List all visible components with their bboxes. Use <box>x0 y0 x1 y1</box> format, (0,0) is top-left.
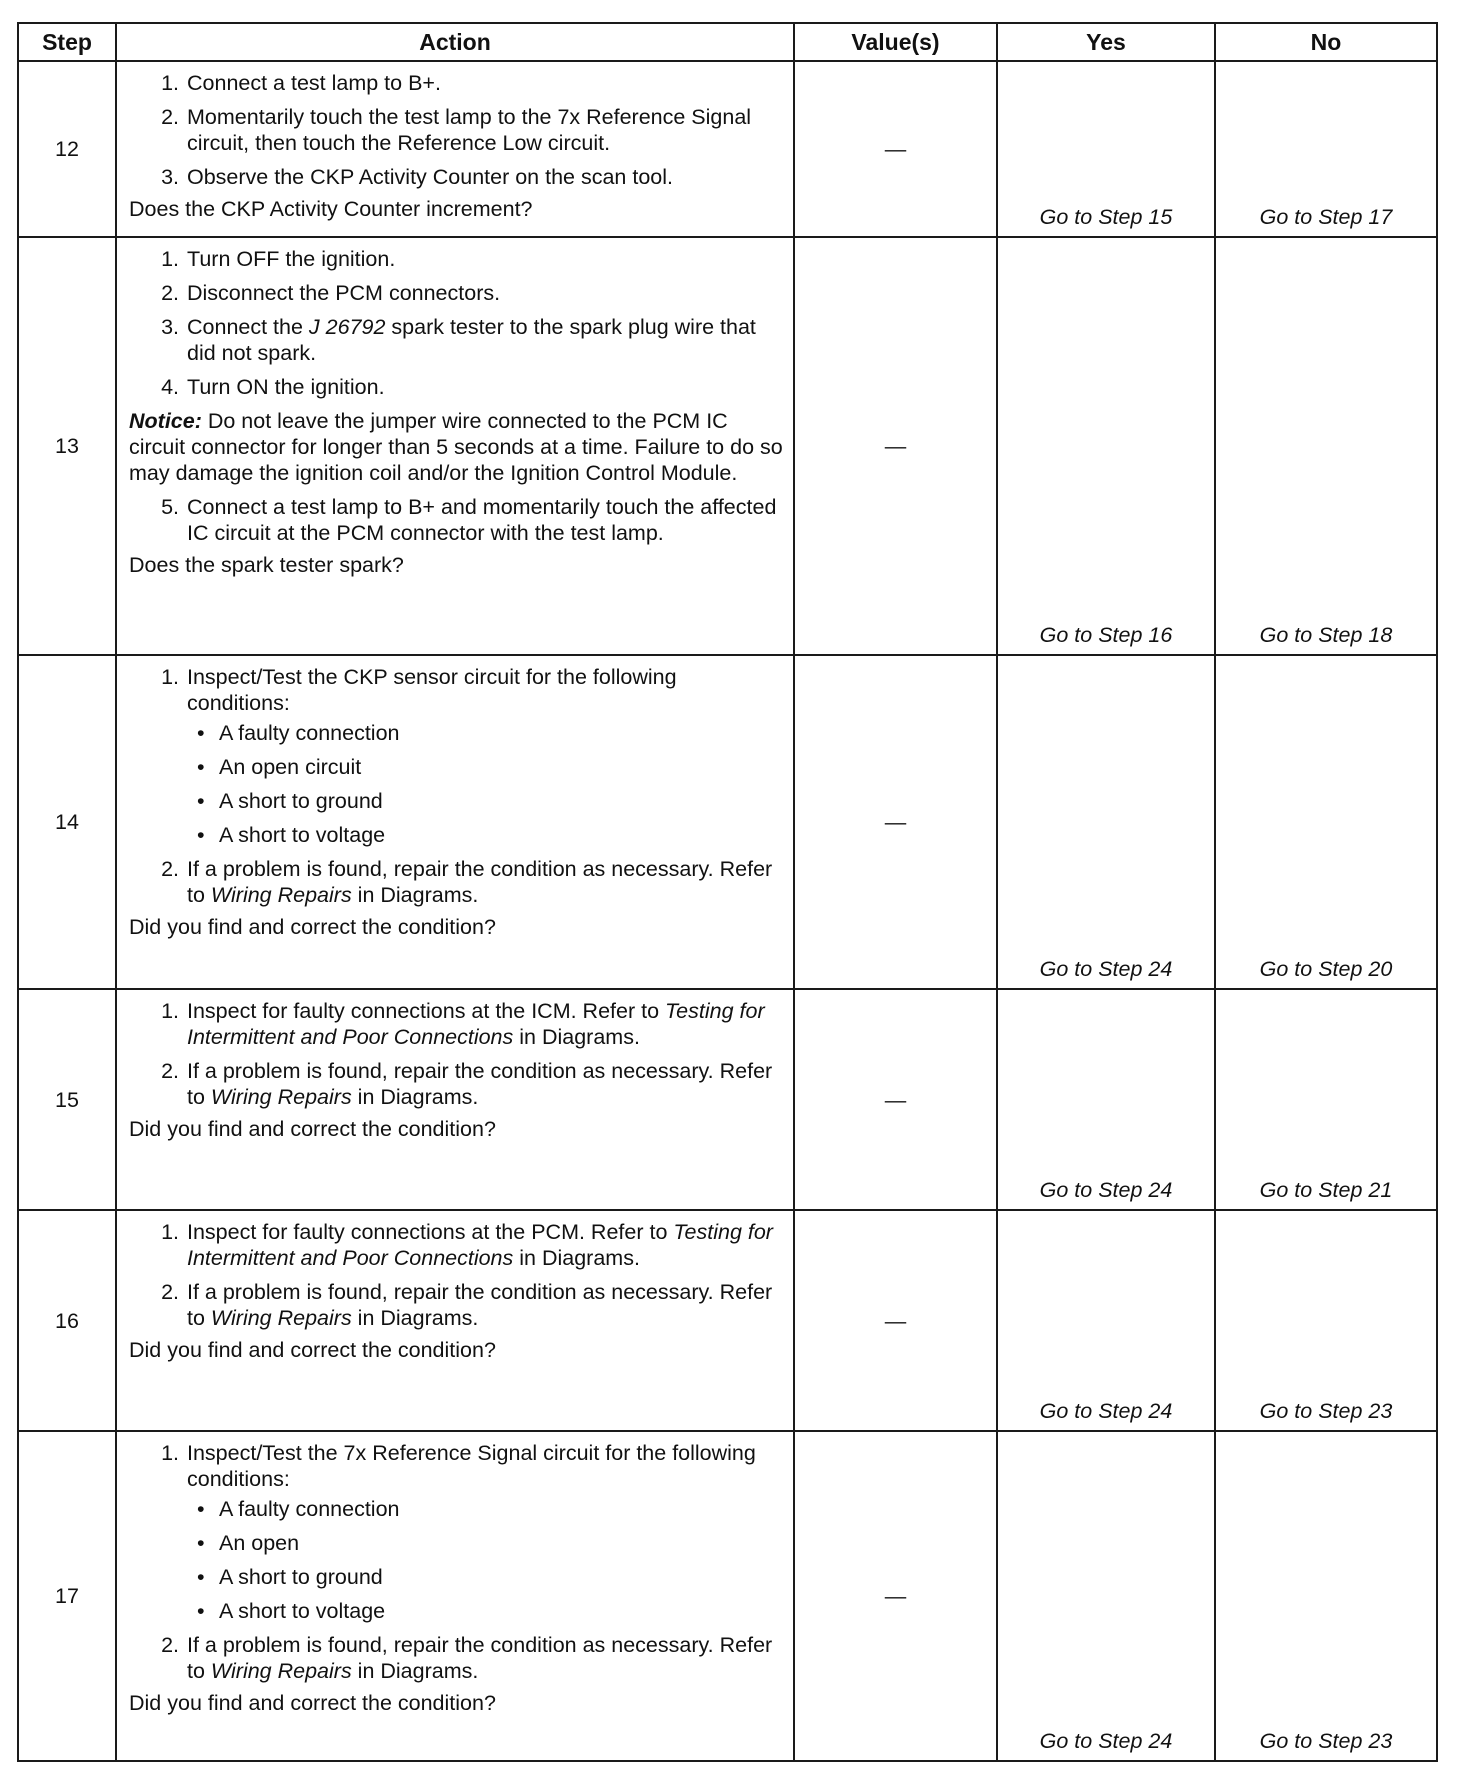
action-cell <box>116 989 794 1210</box>
action-item: 1. Connect a test lamp to B+. <box>185 70 783 96</box>
action-item: 2. Momentarily touch the test lamp to the 7x Reference Signal circuit, then touch the Reference Low circuit. <box>185 104 783 156</box>
question: Did you find and correct the condition? <box>129 1117 496 1141</box>
action-item: 1. Inspect for faulty connections at the PCM. Refer to Testing for Intermittent and Poor Connections in Diagrams. <box>185 1219 783 1271</box>
action-item: 1. Inspect for faulty connections at the ICM. Refer to Testing for Intermittent and Poor Connections in Diagrams. <box>185 998 783 1050</box>
notice <box>129 408 783 486</box>
action-item: 5. Connect a test lamp to B+ and momentarily touch the affected IC circuit at the PCM connector with the test lamp. <box>185 494 783 546</box>
yes-link: Go to Step 24 <box>997 1431 1215 1761</box>
doc-reference: Wiring Repairs <box>210 1306 352 1330</box>
list-item: • An open <box>217 1530 783 1556</box>
action-list <box>129 246 783 406</box>
doc-reference: Wiring Repairs <box>210 1659 352 1683</box>
list-item: • An open circuit <box>217 754 783 780</box>
condition-list <box>187 720 783 848</box>
header-yes: Yes <box>997 23 1215 61</box>
action-item: 1. Turn OFF the ignition. <box>185 246 783 272</box>
tool-reference: J 26792 <box>308 315 386 339</box>
action-item: 4. Turn ON the ignition. <box>185 374 783 400</box>
no-link: Go to Step 17 <box>1215 61 1437 237</box>
action-list <box>129 1440 783 1690</box>
header-row <box>18 23 1437 61</box>
value-cell: — <box>794 989 997 1210</box>
table-row <box>18 655 1437 989</box>
table-row <box>18 1210 1437 1431</box>
action-item: 3. Connect the J 26792 spark tester to the spark plug wire that did not spark. <box>185 314 783 366</box>
no-link: Go to Step 23 <box>1215 1210 1437 1431</box>
question: Does the spark tester spark? <box>129 553 404 577</box>
question: Does the CKP Activity Counter increment? <box>129 197 533 221</box>
table-row <box>18 237 1437 655</box>
table-row <box>18 1431 1437 1761</box>
action-cell <box>116 655 794 989</box>
header-values: Value(s) <box>794 23 997 61</box>
yes-link: Go to Step 24 <box>997 655 1215 989</box>
action-item: 2. If a problem is found, repair the condition as necessary. Refer to Wiring Repairs in Diagrams. <box>185 1632 783 1684</box>
step-number: 12 <box>18 61 116 237</box>
list-item: • A short to ground <box>217 1564 783 1590</box>
action-item: 1. Inspect/Test the CKP sensor circuit for the following conditions: • A faulty connection • An open circuit • A short to ground • A short to voltage <box>185 664 783 848</box>
list-item: • A short to voltage <box>217 1598 783 1624</box>
action-cell <box>116 61 794 237</box>
table-row <box>18 989 1437 1210</box>
value-cell: — <box>794 655 997 989</box>
doc-reference: Testing for Intermittent and Poor Connections <box>187 1220 773 1270</box>
no-link: Go to Step 23 <box>1215 1431 1437 1761</box>
yes-link: Go to Step 16 <box>997 237 1215 655</box>
action-list <box>129 664 783 914</box>
doc-reference: Testing for Intermittent and Poor Connections <box>187 999 765 1049</box>
step-number: 17 <box>18 1431 116 1761</box>
question: Did you find and correct the condition? <box>129 1338 496 1362</box>
notice-text: Do not leave the jumper wire connected to the PCM IC circuit connector for longer than 5 seconds at a time. Failure to do so may damage the ignition coil and/or the Ignition Control Module. <box>129 409 783 485</box>
question: Did you find and correct the condition? <box>129 1691 496 1715</box>
header-action: Action <box>116 23 794 61</box>
diagnostic-table <box>17 22 1438 1762</box>
header-step: Step <box>18 23 116 61</box>
doc-reference: Wiring Repairs <box>210 883 352 907</box>
doc-reference: Wiring Repairs <box>210 1085 352 1109</box>
step-number: 14 <box>18 655 116 989</box>
action-list <box>129 70 783 196</box>
value-cell: — <box>794 1431 997 1761</box>
list-item: • A short to voltage <box>217 822 783 848</box>
no-link: Go to Step 20 <box>1215 655 1437 989</box>
yes-link: Go to Step 24 <box>997 1210 1215 1431</box>
condition-list <box>187 1496 783 1624</box>
action-list <box>129 1219 783 1337</box>
notice-label: Notice: <box>129 409 202 433</box>
list-item: • A faulty connection <box>217 1496 783 1522</box>
value-cell: — <box>794 1210 997 1431</box>
value-cell: — <box>794 237 997 655</box>
step-number: 15 <box>18 989 116 1210</box>
list-item: • A short to ground <box>217 788 783 814</box>
action-cell <box>116 1431 794 1761</box>
step-number: 13 <box>18 237 116 655</box>
table-row <box>18 61 1437 237</box>
value-cell: — <box>794 61 997 237</box>
no-link: Go to Step 21 <box>1215 989 1437 1210</box>
action-item: 2. If a problem is found, repair the condition as necessary. Refer to Wiring Repairs in Diagrams. <box>185 1279 783 1331</box>
action-item: 2. If a problem is found, repair the condition as necessary. Refer to Wiring Repairs in Diagrams. <box>185 1058 783 1110</box>
yes-link: Go to Step 15 <box>997 61 1215 237</box>
action-list <box>129 494 783 552</box>
action-item: 2. Disconnect the PCM connectors. <box>185 280 783 306</box>
action-item: 2. If a problem is found, repair the condition as necessary. Refer to Wiring Repairs in Diagrams. <box>185 856 783 908</box>
no-link: Go to Step 18 <box>1215 237 1437 655</box>
list-item: • A faulty connection <box>217 720 783 746</box>
header-no: No <box>1215 23 1437 61</box>
action-list <box>129 998 783 1116</box>
yes-link: Go to Step 24 <box>997 989 1215 1210</box>
action-item: 3. Observe the CKP Activity Counter on the scan tool. <box>185 164 783 190</box>
action-item: 1. Inspect/Test the 7x Reference Signal circuit for the following conditions: • A faulty connection • An open • A short to ground • A short to voltage <box>185 1440 783 1624</box>
step-number: 16 <box>18 1210 116 1431</box>
action-cell <box>116 237 794 655</box>
action-cell <box>116 1210 794 1431</box>
question: Did you find and correct the condition? <box>129 915 496 939</box>
